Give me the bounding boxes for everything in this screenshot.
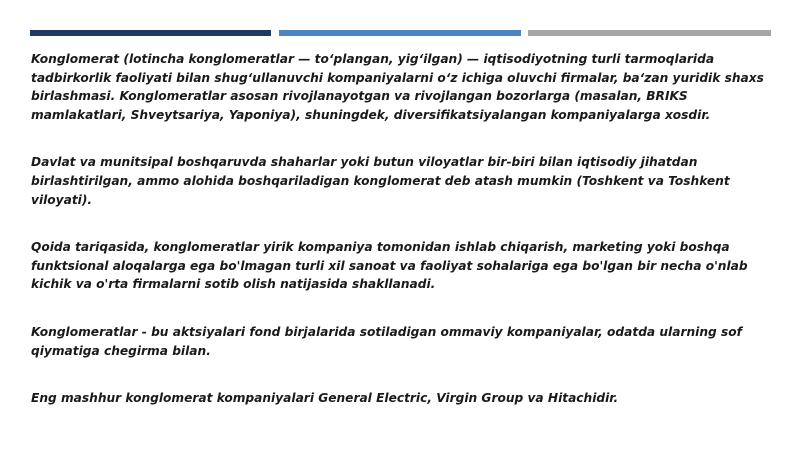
accent-bar-light-blue [279, 30, 521, 36]
accent-bar-dark-blue [30, 30, 271, 36]
paragraph-state-governance: Davlat va munitsipal boshqaruvda shaharlar yoki butun viloyatlar bir-biri bilan iqtisodiy jihatdan birlashtirilgan, ammo alohida boshqariladigan konglomerat deb atash mumkin (Toshkent va Toshkent viloyati). [31, 155, 730, 207]
paragraph-public-companies: Konglomeratlar - bu aktsiyalari fond birjalarida sotiladigan ommaviy kompaniyalar, odatda ularning sof qiymatiga chegirma bilan. [31, 324, 742, 358]
slide-body [31, 50, 773, 408]
accent-bar-gray [528, 30, 771, 36]
paragraph-definition: Konglomerat (lotincha konglomeratlar — to‘plangan, yig‘ilgan) — iqtisodiyotning turli tarmoqlarida tadbirkorlik faoliyati bilan shug‘ullanuvchi kompaniyalarni o‘z ichiga oluvchi firmalar, ba‘zan yuridik shaxs birlashmasi. Konglomeratlar asosan rivojlanayotgan va rivojlangan bozorlarga (masalan, BRIKS mamlakatlari, Shveytsariya, Yaponiya), shuningdek, diversifikatsiyalangan kompaniyalarga xosdir. [31, 52, 764, 122]
paragraph-famous-examples: Eng mashhur konglomerat kompaniyalari General Electric, Virgin Group va Hitachidir. [31, 391, 619, 406]
paragraph-formation: Qoida tariqasida, konglomeratlar yirik kompaniya tomonidan ishlab chiqarish, marketing yoki boshqa funktsional aloqalarga ega bo'lmagan turli xil sanoat va faoliyat sohalariga ega bo'lgan bir necha o'nlab kichik va o'rta firmalarni sotib olish natijasida shakllanadi. [31, 240, 748, 292]
